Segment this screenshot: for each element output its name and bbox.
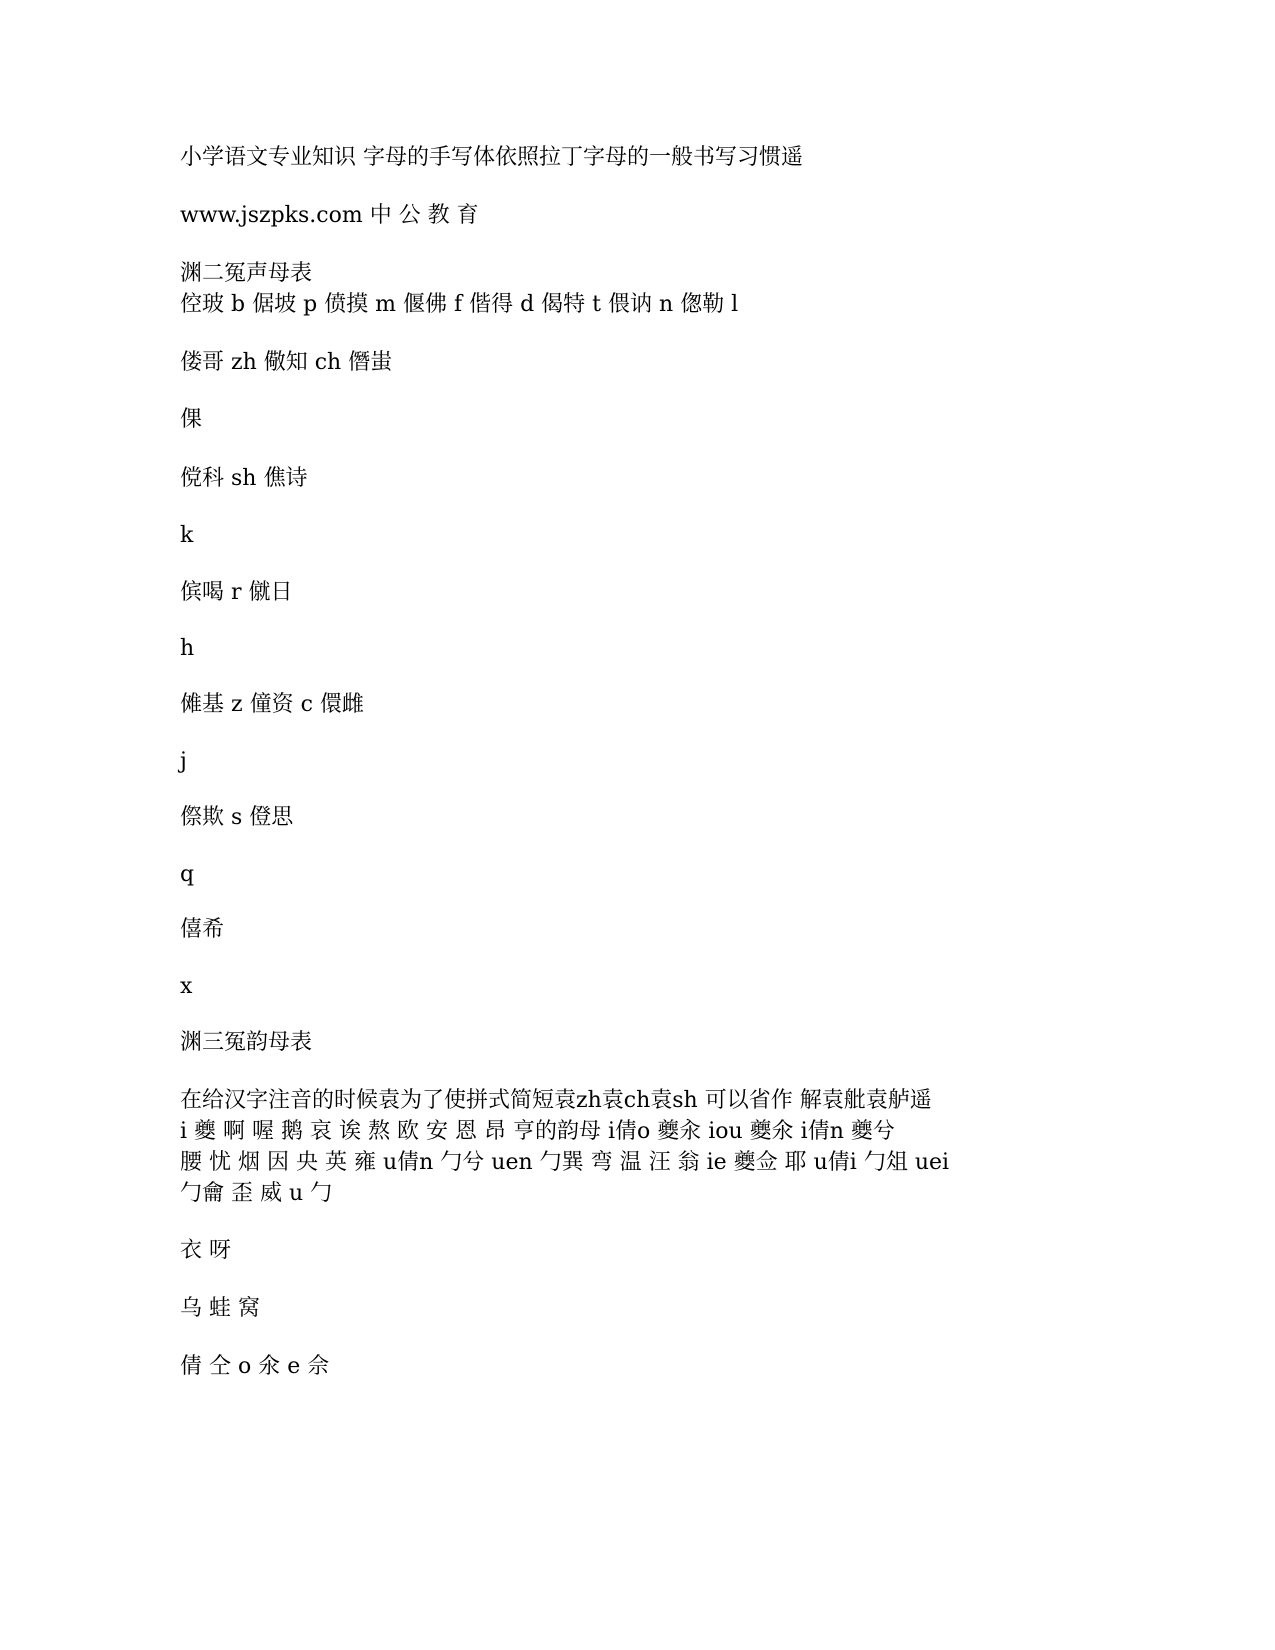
yunmu-note: 在给汉字注音的时候袁为了使拼式简短袁zh袁ch袁sh 可以省作 解袁舭袁舻遥 [180, 1088, 932, 1113]
yunmu-row: i 夔 啊 喔 鹅 哀 诶 熬 欧 安 恩 昂 亨的韵母 i倩o 夔汆 iou 夔氽 i倩n 夔兮 [180, 1119, 895, 1144]
yunmu-row: 勹龠 歪 威 u 勹 [180, 1181, 333, 1206]
site-line: www.jszpks.com 中 公 教 育 [180, 203, 479, 228]
yunmu-heading: 渊三冤韵母表 [180, 1030, 313, 1055]
yunmu-row: 倩 仝 o 氽 e 佘 [180, 1354, 330, 1379]
shengmu-row: x [180, 974, 193, 999]
shengmu-row: q [180, 862, 195, 887]
shengmu-row: 倮 [180, 407, 203, 432]
yunmu-row: 衣 呀 [180, 1238, 231, 1263]
header-line: 小学语文专业知识 字母的手写体依照拉丁字母的一般书写习惯遥 [180, 145, 803, 170]
shengmu-row: 倥玻 b 倨坡 p 偾摸 m 偃佛 f 偕得 d 偈特 t 偎讷 n 偬勒 l [180, 292, 739, 317]
shengmu-row: k [180, 523, 194, 548]
shengmu-row: h [180, 636, 195, 661]
shengmu-row: 傩基 z 僮资 c 儇雌 [180, 692, 364, 717]
shengmu-row: 偻哥 zh 儆知 ch 僭蚩 [180, 350, 393, 375]
shengmu-row: 僖希 [180, 917, 225, 942]
yunmu-row: 乌 蛙 窝 [180, 1296, 260, 1321]
shengmu-heading: 渊二冤声母表 [180, 261, 313, 286]
shengmu-row: 傧喝 r 僦日 [180, 580, 293, 605]
shengmu-row: 傥科 sh 僬诗 [180, 466, 308, 491]
shengmu-row: 傺欺 s 僜思 [180, 805, 294, 830]
yunmu-row: 腰 忧 烟 因 央 英 雍 u倩n 勹兮 uen 勹巽 弯 温 汪 翁 ie 夔佥 耶 u倩i 勹俎 uei [180, 1150, 950, 1175]
shengmu-row: j [180, 749, 187, 774]
